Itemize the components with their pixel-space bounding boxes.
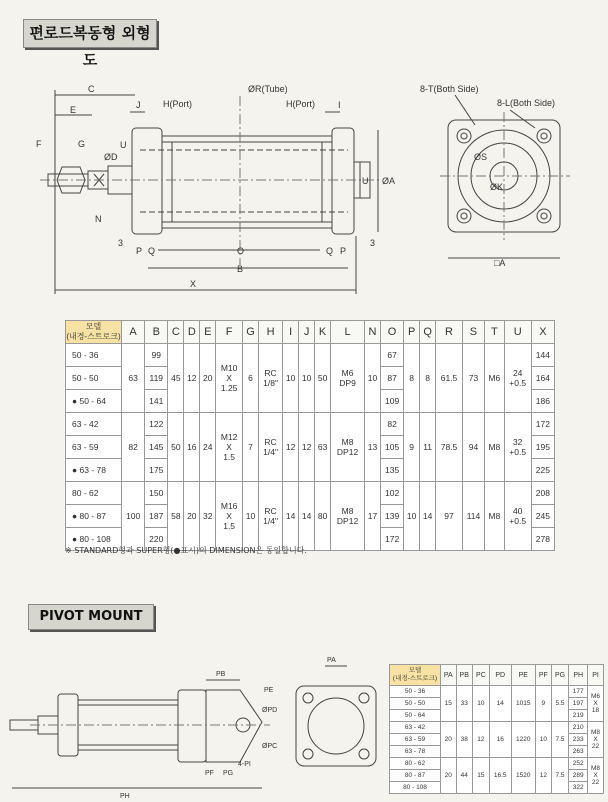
dim-label-d: ØD xyxy=(104,152,118,162)
col-ph: PH xyxy=(569,665,588,686)
col-j: J xyxy=(299,321,315,344)
col-k: K xyxy=(315,321,331,344)
col-i: I xyxy=(283,321,299,344)
cell-t: M8 xyxy=(485,413,505,482)
pivot-label-pi: 4-PI xyxy=(238,761,251,768)
col-pc: PC xyxy=(472,665,489,686)
col-a: A xyxy=(122,321,145,344)
cell-s: 114 xyxy=(462,482,484,551)
dim-label-j: J xyxy=(136,100,141,110)
section-title-pivot-mount: PIVOT MOUNT xyxy=(28,604,154,630)
model-cell: 50 - 36 xyxy=(66,344,122,367)
dim-label-h-port-left: H(Port) xyxy=(163,99,192,109)
cell-h: RC 1/4" xyxy=(258,482,282,551)
col-pi: PI xyxy=(588,665,604,686)
dim-label-p-left: P xyxy=(136,246,143,256)
cell-j: 10 xyxy=(299,344,315,413)
model-cell: 50 - 64 xyxy=(390,710,441,722)
dim-label-i: I xyxy=(338,100,341,110)
cell-pa: 20 xyxy=(441,758,457,794)
cell-e: 32 xyxy=(200,482,216,551)
model-cell: 80 - 62 xyxy=(390,758,441,770)
col-p: P xyxy=(404,321,420,344)
dim-label-h-port-right: H(Port) xyxy=(286,99,315,109)
pivot-label-pc: ØPC xyxy=(262,743,278,750)
cell-b: 175 xyxy=(145,459,168,482)
cell-ph: 210 xyxy=(569,722,588,734)
cell-c: 45 xyxy=(168,344,184,413)
cell-o: 87 xyxy=(381,367,404,390)
col-u: U xyxy=(504,321,531,344)
cell-pi: M8 X 22 xyxy=(588,758,604,794)
col-pf: PF xyxy=(535,665,551,686)
cell-c: 58 xyxy=(168,482,184,551)
cell-x: 164 xyxy=(531,367,554,390)
col-q: Q xyxy=(420,321,436,344)
section-title-dimensions: 편로드복동형 외형도 xyxy=(23,19,157,48)
model-cell: 63 - 42 xyxy=(66,413,122,436)
cell-pf: 12 xyxy=(535,758,551,794)
model-cell: 50 - 36 xyxy=(390,686,441,698)
cell-a: 63 xyxy=(122,344,145,413)
cell-pb: 33 xyxy=(456,686,472,722)
cell-q: 8 xyxy=(420,344,436,413)
col-x: X xyxy=(531,321,554,344)
cell-n: 17 xyxy=(365,482,381,551)
col-pd: PD xyxy=(489,665,511,686)
cell-c: 50 xyxy=(168,413,184,482)
cell-b: 119 xyxy=(145,367,168,390)
cell-k: 63 xyxy=(315,413,331,482)
cell-pb: 44 xyxy=(456,758,472,794)
cell-x: 172 xyxy=(531,413,554,436)
cell-n: 10 xyxy=(365,344,381,413)
col-s: S xyxy=(462,321,484,344)
cell-ph: 263 xyxy=(569,746,588,758)
pivot-label-pa: PA xyxy=(327,657,336,664)
table-row xyxy=(66,413,555,436)
cell-pg: 5.5 xyxy=(551,686,569,722)
pivot-label-pf: PF xyxy=(205,770,214,777)
cell-g: 6 xyxy=(243,344,259,413)
cell-b: 122 xyxy=(145,413,168,436)
cell-i: 14 xyxy=(283,482,299,551)
cell-x: 225 xyxy=(531,459,554,482)
col-r: R xyxy=(436,321,463,344)
dim-label-3-right: 3 xyxy=(370,238,376,248)
cell-x: 195 xyxy=(531,436,554,459)
cell-p: 10 xyxy=(404,482,420,551)
cell-g: 7 xyxy=(243,413,259,482)
cell-pe: 1015 xyxy=(511,686,535,722)
pivot-label-pd: ØPD xyxy=(262,707,278,714)
table-row xyxy=(390,758,604,770)
dim-label-g: G xyxy=(78,139,86,149)
cell-o: 135 xyxy=(381,459,404,482)
dim-label-p-right: P xyxy=(340,246,347,256)
col-pb: PB xyxy=(456,665,472,686)
dim-label-k: ØK xyxy=(490,182,504,192)
cell-o: 139 xyxy=(381,505,404,528)
pivot-model-header: 모델 (내경-스트로크) xyxy=(390,665,441,686)
cell-pc: 15 xyxy=(472,758,489,794)
cell-a: 82 xyxy=(122,413,145,482)
cell-k: 50 xyxy=(315,344,331,413)
col-b: B xyxy=(145,321,168,344)
dim-label-o: O xyxy=(237,246,245,256)
dim-label-u-right: U xyxy=(362,176,369,186)
pivot-dimension-table xyxy=(389,664,604,794)
cell-i: 10 xyxy=(283,344,299,413)
cell-o: 105 xyxy=(381,436,404,459)
cell-s: 73 xyxy=(462,344,484,413)
model-cell: 80 - 87 xyxy=(390,770,441,782)
model-header: 모델 (내경-스트로크) xyxy=(66,321,122,344)
cell-pi: M6 X 18 xyxy=(588,686,604,722)
model-cell: 80 - 108 xyxy=(390,782,441,794)
cell-pd: 14 xyxy=(489,686,511,722)
col-pg: PG xyxy=(551,665,569,686)
dim-label-x: X xyxy=(190,279,197,289)
dim-label-b: B xyxy=(237,264,244,274)
cell-f: M16 X 1.5 xyxy=(216,482,243,551)
cell-pg: 7.5 xyxy=(551,722,569,758)
cell-o: 172 xyxy=(381,528,404,551)
cell-ph: 252 xyxy=(569,758,588,770)
cell-pf: 10 xyxy=(535,722,551,758)
col-t: T xyxy=(485,321,505,344)
cell-pb: 38 xyxy=(456,722,472,758)
cell-pi: M8 X 22 xyxy=(588,722,604,758)
col-f: F xyxy=(216,321,243,344)
cell-x: 278 xyxy=(531,528,554,551)
cell-t: M8 xyxy=(485,482,505,551)
dim-label-e: E xyxy=(70,105,77,115)
footnote: ※ STANDARD형과 SUPER형(●표시)의 DIMENSION은 동일합니다. xyxy=(65,546,307,555)
model-cell: 63 - 42 xyxy=(390,722,441,734)
dim-label-s: ØS xyxy=(474,152,488,162)
cell-n: 13 xyxy=(365,413,381,482)
model-cell: ● 50 - 64 xyxy=(66,390,122,413)
cell-ph: 289 xyxy=(569,770,588,782)
cell-pe: 1520 xyxy=(511,758,535,794)
table-header-row xyxy=(66,321,555,344)
cell-d: 20 xyxy=(184,482,200,551)
dim-label-n: N xyxy=(95,214,102,224)
model-cell: 80 - 62 xyxy=(66,482,122,505)
dim-label-sq-a: □A xyxy=(494,258,506,268)
cell-pf: 9 xyxy=(535,686,551,722)
dim-label-u: U xyxy=(120,140,127,150)
model-cell: ● 80 - 87 xyxy=(66,505,122,528)
pivot-label-pg: PG xyxy=(223,770,234,777)
cell-r: 97 xyxy=(436,482,463,551)
col-n: N xyxy=(365,321,381,344)
cell-pc: 12 xyxy=(472,722,489,758)
table-row xyxy=(66,482,555,505)
cell-l: M6 DP9 xyxy=(331,344,365,413)
cell-j: 14 xyxy=(299,482,315,551)
cell-ph: 219 xyxy=(569,710,588,722)
model-cell: 50 - 50 xyxy=(66,367,122,390)
dim-label-r: ØR(Tube) xyxy=(248,84,288,94)
cell-pg: 7.5 xyxy=(551,758,569,794)
cell-f: M12 X 1.5 xyxy=(216,413,243,482)
cell-f: M10 X 1.25 xyxy=(216,344,243,413)
cell-q: 11 xyxy=(420,413,436,482)
cell-pe: 1220 xyxy=(511,722,535,758)
cell-s: 94 xyxy=(462,413,484,482)
col-d: D xyxy=(184,321,200,344)
model-cell: ● 63 - 78 xyxy=(66,459,122,482)
cell-u: 40 +0.5 xyxy=(504,482,531,551)
cell-b: 187 xyxy=(145,505,168,528)
dim-label-c: C xyxy=(88,84,95,94)
cell-pa: 15 xyxy=(441,686,457,722)
cell-pd: 16 xyxy=(489,722,511,758)
table-row xyxy=(390,686,604,698)
cell-b: 220 xyxy=(145,528,168,551)
model-cell: 63 - 59 xyxy=(66,436,122,459)
col-h: H xyxy=(258,321,282,344)
cell-b: 141 xyxy=(145,390,168,413)
dim-label-3-left: 3 xyxy=(118,238,124,248)
cell-o: 67 xyxy=(381,344,404,367)
cell-a: 100 xyxy=(122,482,145,551)
cell-b: 99 xyxy=(145,344,168,367)
cell-ph: 322 xyxy=(569,782,588,794)
cell-q: 14 xyxy=(420,482,436,551)
cell-p: 9 xyxy=(404,413,420,482)
model-cell: 63 - 59 xyxy=(390,734,441,746)
cell-pc: 10 xyxy=(472,686,489,722)
pivot-label-pe: PE xyxy=(264,687,274,694)
dim-label-q-right: Q xyxy=(326,246,334,256)
col-g: G xyxy=(243,321,259,344)
table-row xyxy=(66,344,555,367)
cell-o: 109 xyxy=(381,390,404,413)
cell-j: 12 xyxy=(299,413,315,482)
dim-label-a: ØA xyxy=(382,176,396,186)
cell-b: 145 xyxy=(145,436,168,459)
model-cell: ● 80 - 108 xyxy=(66,528,122,551)
col-pe: PE xyxy=(511,665,535,686)
cell-o: 102 xyxy=(381,482,404,505)
cell-g: 10 xyxy=(243,482,259,551)
cell-u: 32 +0.5 xyxy=(504,413,531,482)
cell-pd: 16.5 xyxy=(489,758,511,794)
pivot-label-pb: PB xyxy=(216,671,226,678)
cell-x: 144 xyxy=(531,344,554,367)
col-c: C xyxy=(168,321,184,344)
col-o: O xyxy=(381,321,404,344)
cell-r: 61.5 xyxy=(436,344,463,413)
cell-l: M8 DP12 xyxy=(331,482,365,551)
cell-h: RC 1/8" xyxy=(258,344,282,413)
col-pa: PA xyxy=(441,665,457,686)
cell-p: 8 xyxy=(404,344,420,413)
dim-label-l: 8-L(Both Side) xyxy=(497,98,556,108)
cell-ph: 177 xyxy=(569,686,588,698)
dim-label-f: F xyxy=(36,139,42,149)
cell-o: 82 xyxy=(381,413,404,436)
pivot-table-header-row xyxy=(390,665,604,686)
pivot-label-ph: PH xyxy=(120,793,130,800)
cell-x: 245 xyxy=(531,505,554,528)
dim-label-q-left: Q xyxy=(148,246,156,256)
dimension-table xyxy=(65,320,555,551)
cell-k: 80 xyxy=(315,482,331,551)
cell-d: 12 xyxy=(184,344,200,413)
cell-x: 186 xyxy=(531,390,554,413)
table-row xyxy=(390,722,604,734)
cell-pa: 20 xyxy=(441,722,457,758)
cell-x: 208 xyxy=(531,482,554,505)
dim-label-t: 8-T(Both Side) xyxy=(420,84,479,94)
col-l: L xyxy=(331,321,365,344)
cell-ph: 197 xyxy=(569,698,588,710)
cell-r: 78.5 xyxy=(436,413,463,482)
cell-u: 24 +0.5 xyxy=(504,344,531,413)
col-e: E xyxy=(200,321,216,344)
cell-e: 24 xyxy=(200,413,216,482)
model-cell: 63 - 78 xyxy=(390,746,441,758)
cell-ph: 233 xyxy=(569,734,588,746)
cell-e: 20 xyxy=(200,344,216,413)
cell-t: M6 xyxy=(485,344,505,413)
cell-i: 12 xyxy=(283,413,299,482)
cell-l: M8 DP12 xyxy=(331,413,365,482)
model-cell: 50 - 50 xyxy=(390,698,441,710)
cell-b: 150 xyxy=(145,482,168,505)
cell-h: RC 1/4" xyxy=(258,413,282,482)
cell-d: 16 xyxy=(184,413,200,482)
